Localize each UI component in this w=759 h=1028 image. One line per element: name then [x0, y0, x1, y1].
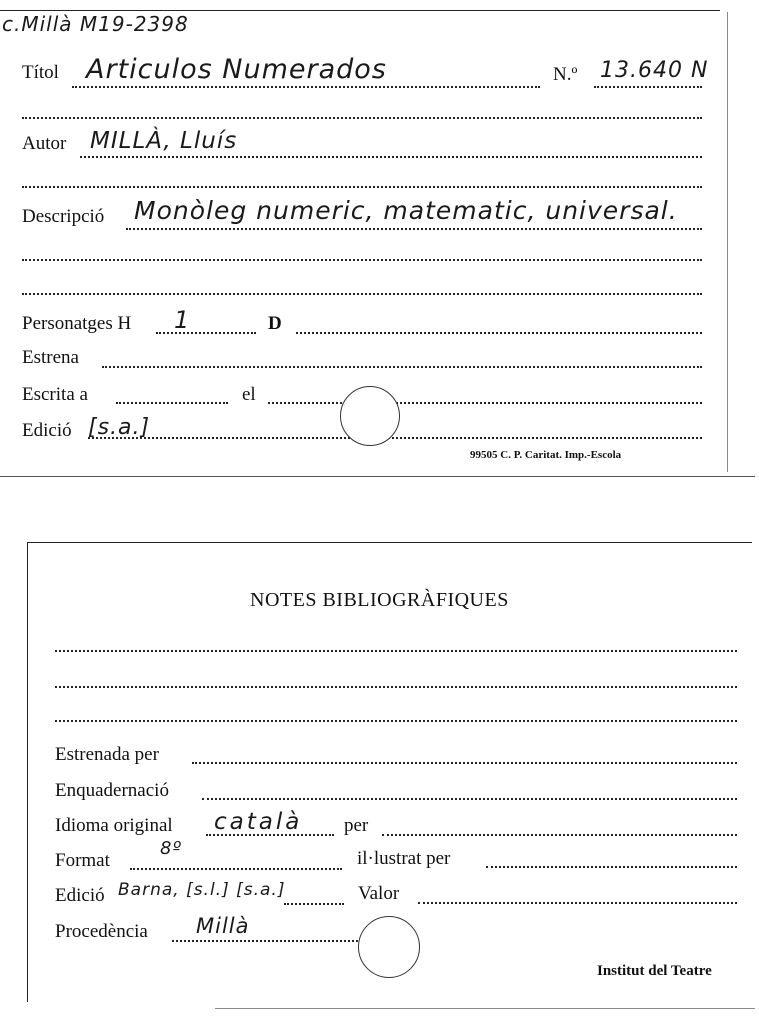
el-label: el: [242, 384, 256, 405]
printer-mark: 99505 C. P. Caritat. Imp.-Escola: [470, 449, 622, 461]
illustrat-label: il·lustrat per: [357, 848, 451, 869]
personatges-label: Personatges H: [22, 313, 132, 334]
descripcio-value: Monòleg numeric, matematic, universal.: [134, 196, 678, 225]
card2-left-border: [27, 542, 28, 1002]
escrita-label: Escrita a: [22, 384, 88, 405]
card-right-border: [727, 12, 728, 472]
idioma-label: Idioma original: [55, 815, 173, 836]
titol-label: Títol: [22, 62, 59, 83]
estrena-label: Estrena: [22, 347, 79, 368]
format-label: Format: [55, 850, 110, 871]
card2-top-border: [27, 542, 752, 543]
edicio2-value: Barna, [s.l.] [s.a.]: [118, 880, 286, 900]
institution-mark: Institut del Teatre: [597, 963, 712, 979]
edicio-label: Edició: [22, 420, 72, 441]
titol-value: Articulos Numerados: [86, 54, 387, 85]
procedencia-value: Millà: [196, 914, 250, 938]
descripcio-label: Descripció: [22, 206, 105, 227]
procedencia-label: Procedència: [55, 921, 148, 942]
enquadernacio-label: Enquadernació: [55, 780, 169, 801]
format-value: 8º: [160, 838, 182, 859]
estrenada-label: Estrenada per: [55, 744, 159, 765]
per-label: per: [344, 815, 369, 836]
num-value: 13.640 N: [600, 58, 709, 83]
edicio-value: [s.a.]: [88, 415, 151, 440]
personatges-d-label: D: [268, 313, 282, 334]
card-bottom-border: [0, 476, 755, 477]
valor-label: Valor: [358, 883, 400, 904]
autor-value: MILLÀ, Lluís: [90, 128, 238, 154]
idioma-value: català: [214, 809, 303, 835]
edicio2-label: Edició: [55, 885, 105, 906]
punch-hole-2: [358, 916, 420, 978]
autor-label: Autor: [22, 133, 67, 154]
notes-title: NOTES BIBLIOGRÀFIQUES: [250, 589, 509, 611]
card2-bottom-border: [215, 1008, 755, 1009]
top-note: c.Millà M19-2398: [2, 12, 189, 36]
card-top-border: [0, 10, 720, 11]
personatges-h-value: 1: [174, 306, 191, 334]
num-label: N.º: [553, 64, 578, 85]
punch-hole: [340, 386, 400, 446]
